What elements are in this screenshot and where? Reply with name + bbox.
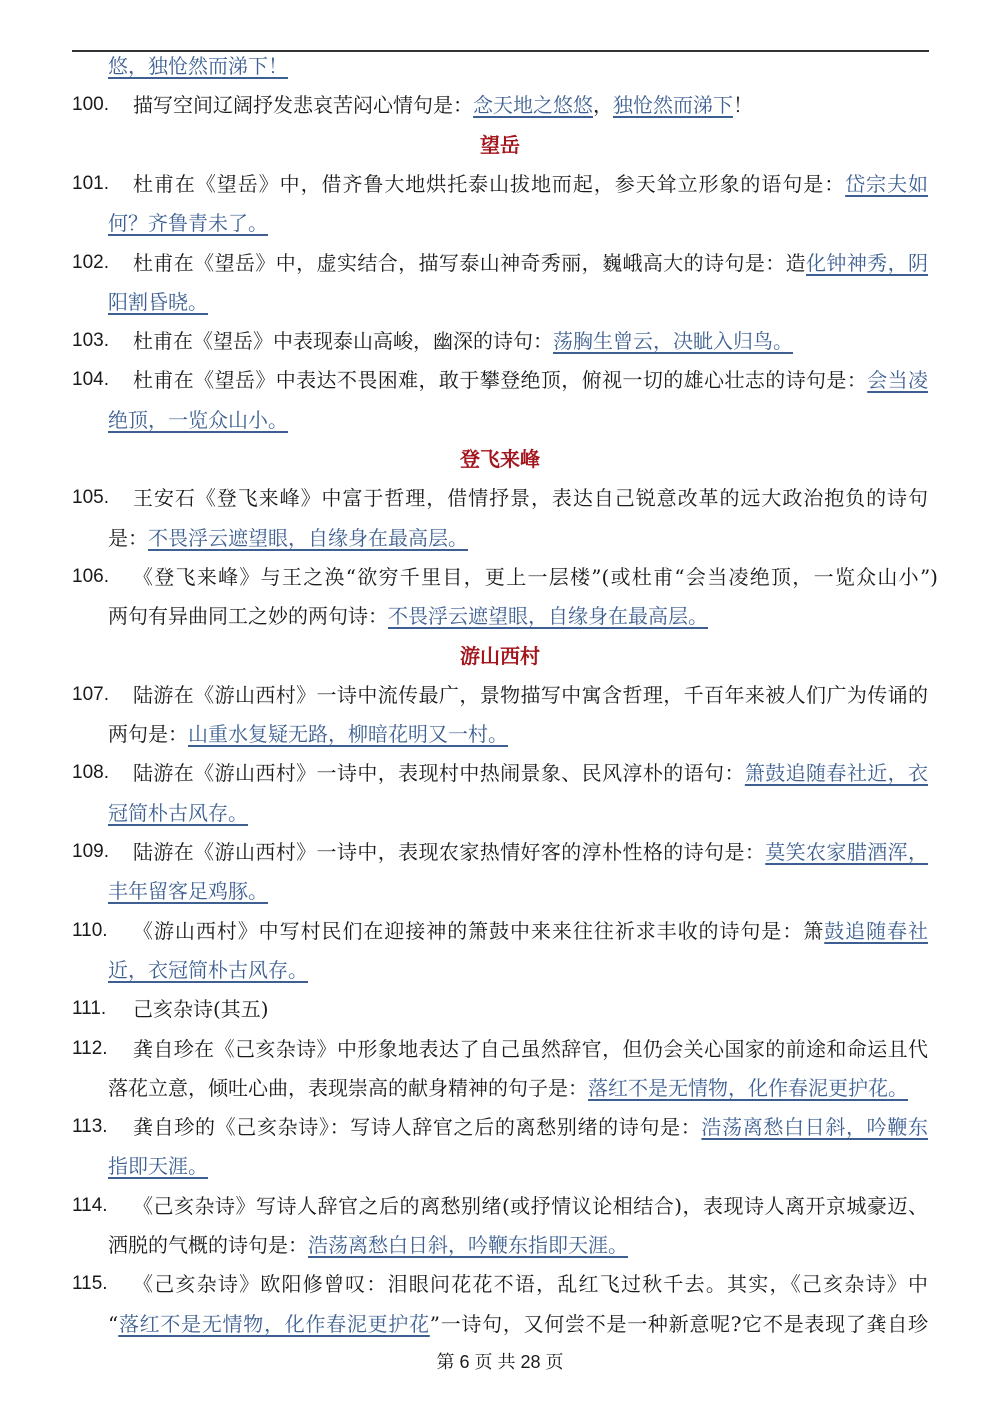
answer-text: 悠，独怆然而涕下！ [108,54,288,78]
list-item-continuation [0,719,1000,749]
question-text: 《己亥杂诗》写诗人辞官之后的离愁别绪(或抒情议论相结合)，表现诗人离开京城豪迈、 [133,1193,928,1218]
item-text [108,287,208,317]
list-item-continuation [0,798,1000,828]
answer-text: 荡胸生曾云，决眦入归鸟。 [553,329,793,354]
question-text: 杜甫在《望岳》中表现泰山高峻，幽深的诗句： [133,329,553,354]
item-text [108,208,268,238]
answer-text: 冠简朴古风存。 [108,800,248,825]
section-heading: 望岳 [480,132,520,157]
item-text [108,1230,628,1260]
question-text: ！ [733,93,753,118]
list-item [0,483,1000,513]
item-number: 110. [72,919,108,941]
item-text [133,365,928,395]
answer-text: 会当凌 [867,368,929,393]
item-number: 107. [72,683,109,705]
item-text [133,758,928,788]
page-footer: 第 6 页 共 28 页 [436,1352,564,1372]
item-text [108,876,268,906]
item-text [133,1112,928,1142]
question-text: 《己亥杂诗》欧阳修曾叹：泪眼问花花不语，乱红飞过秋千去。其实，《己亥杂诗》中 [133,1272,928,1297]
question-text: 陆游在《游山西村》一诗中流传最广，景物描写中寓含哲理，千百年来被人们广为传诵的 [133,682,928,707]
list-item-continuation [0,208,1000,238]
answer-text: 化钟神秀，阴 [806,250,929,275]
list-item [0,1034,1000,1064]
question-text: 《游山西村》中写村民们在迎接神的箫鼓中来来往往祈求丰收的诗句是：箫 [133,918,825,943]
question-text: 两句有异曲同工之妙的两句诗： [108,604,388,629]
question-text: 是： [108,525,148,550]
list-item-continuation [0,1073,1000,1103]
item-text [133,169,928,199]
item-text [133,1191,928,1221]
item-text [108,1073,908,1103]
answer-text: 落红不是无情物，化作春泥更护花。 [588,1075,908,1100]
item-text [108,601,708,631]
list-item-continuation [0,287,1000,317]
answer-text: 浩荡离愁白日斜，吟鞭东指即天涯。 [308,1233,628,1257]
item-text [108,51,288,81]
item-text [108,1151,208,1181]
item-text [108,523,468,553]
answer-text: 近，衣冠简朴古风存。 [108,957,308,982]
answer-text: 箫鼓追随春社近，衣 [744,761,929,786]
item-text [133,326,793,356]
item-text [133,483,928,513]
item-text [133,1034,928,1064]
question-text: 落花立意，倾吐心曲，表现崇高的献身精神的句子是： [108,1075,588,1100]
question-text: 陆游在《游山西村》一诗中，表现农家热情好客的淳朴性格的诗句是： [133,840,766,864]
item-text [133,837,928,867]
list-item [0,365,1000,395]
item-number: 102. [72,251,109,273]
question-text: 杜甫在《望岳》中表达不畏困难，敢于攀登绝顶，俯视一切的雄心壮志的诗句是： [133,368,868,393]
list-item-continuation [0,955,1000,985]
question-text: 龚自珍在《己亥杂诗》中形象地表达了自己虽然辞官，但仍会关心国家的前途和命运且代 [133,1036,928,1061]
item-number: 101. [72,172,109,194]
item-number: 109. [72,841,109,862]
question-text: 杜甫在《望岳》中，借齐鲁大地烘托泰山拔地而起，参天耸立形象的语句是： [133,171,846,196]
list-item [0,1112,1000,1142]
question-text: 王安石《登飞来峰》中富于哲理，借情抒景，表达自己锐意改革的远大政治抱负的诗句 [133,486,928,511]
list-item [0,837,1000,867]
answer-text: 鼓追随春社 [824,918,929,943]
answer-text: 阳割昏晓。 [108,289,208,314]
item-number: 106. [72,565,109,587]
list-item [0,758,1000,788]
list-item [0,562,1000,592]
answer-text: 何？齐鲁青未了。 [108,211,268,236]
answer-text: 莫笑农家腊酒浑， [765,840,929,864]
question-text: 陆游在《游山西村》一诗中，表现村中热闹景象、民风淳朴的语句： [133,761,745,786]
question-text: 杜甫在《望岳》中，虚实结合，描写泰山神奇秀丽，巍峨高大的诗句是：造 [133,250,807,275]
list-item-continuation [0,601,1000,631]
list-item [0,1269,1000,1299]
item-number: 105. [72,487,109,509]
list-item [0,1191,1000,1221]
question-text: 洒脱的气概的诗句是： [108,1233,308,1257]
item-number: 108. [72,762,109,784]
item-number: 113. [72,1116,108,1138]
question-text: 两句是： [108,722,188,747]
question-text: ”一诗句，又何尝不是一种新意呢?它不是表现了龚自珍 [429,1311,929,1336]
answer-text: 独怆然而涕下 [613,93,733,118]
list-item-continuation [0,1230,1000,1260]
answer-text: 浩荡离愁白日斜，吟鞭东 [701,1115,929,1140]
item-text [133,562,938,592]
item-number: 100. [72,94,109,116]
item-number: 112. [72,1037,108,1059]
item-text [133,1269,928,1299]
question-text: 描写空间辽阔抒发悲哀苦闷心情句是： [133,93,473,118]
answer-text: 山重水复疑无路，柳暗花明又一村。 [188,722,508,747]
item-text [133,916,928,946]
answer-text: 不畏浮云遮望眼，自缘身在最高层。 [388,604,708,629]
list-item [0,169,1000,199]
answer-text: 念天地之悠悠 [473,93,593,118]
list-item [0,994,1000,1024]
item-text [108,719,508,749]
item-number: 104. [72,369,109,391]
item-text [133,248,928,278]
item-text [108,1309,928,1339]
list-item-continuation [0,523,1000,553]
item-number: 115. [72,1273,108,1295]
list-item-continuation [0,1309,1000,1339]
item-text [108,798,248,828]
question-text: ， [593,93,613,118]
list-item [0,90,1000,120]
item-text [108,955,308,985]
answer-text: 落红不是无情物，化作春泥更护花 [118,1311,430,1336]
item-text [133,994,269,1024]
answer-text: 丰年留客足鸡豚。 [108,879,268,904]
question-text: 《登飞来峰》与王之涣“欲穷千里目，更上一层楼”(或杜甫“会当凌绝顶，一览众山小”) [133,564,938,589]
item-text [108,405,288,435]
question-text: 龚自珍的《己亥杂诗》：写诗人辞官之后的离愁别绪的诗句是： [133,1115,702,1140]
answer-text: 绝顶，一览众山小。 [108,407,288,432]
list-item [0,680,1000,710]
list-item-continuation [0,405,1000,435]
answer-text: 岱宗夫如 [845,171,929,196]
section-heading: 登飞来峰 [460,447,540,471]
item-number: 111. [72,998,107,1020]
question-text: 己亥杂诗(其五) [133,997,269,1022]
list-item [0,326,1000,356]
list-item-continuation [0,1151,1000,1181]
question-text: “ [108,1311,119,1336]
item-text [133,680,928,710]
list-item [0,916,1000,946]
answer-text: 指即天涯。 [108,1154,208,1179]
list-item-continuation [0,876,1000,906]
list-item-continuation [0,51,1000,81]
item-number: 103. [72,330,109,352]
section-heading: 游山西村 [460,643,540,668]
item-number: 114. [72,1194,108,1216]
item-text [133,90,753,120]
answer-text: 不畏浮云遮望眼，自缘身在最高层。 [148,525,468,550]
list-item [0,248,1000,278]
